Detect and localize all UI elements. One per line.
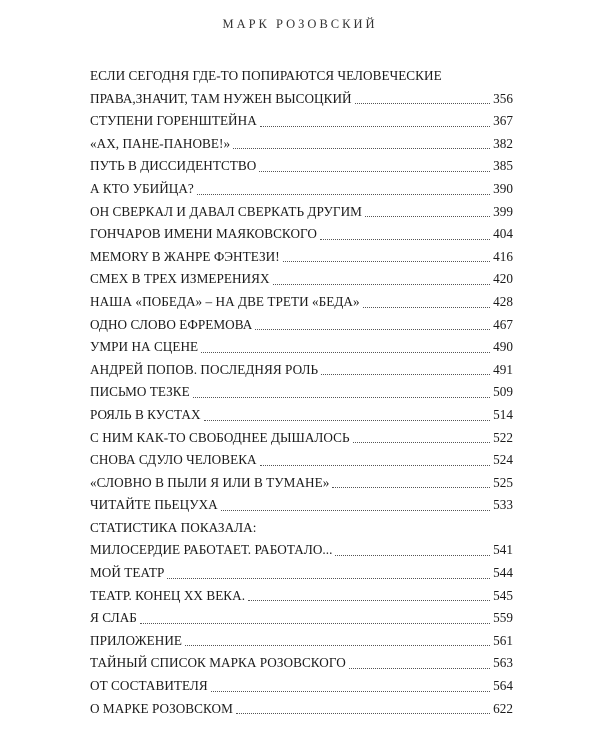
dot-leader (140, 623, 490, 624)
toc-entry-page-number: 563 (493, 655, 513, 671)
dot-leader (355, 103, 490, 104)
toc-entry (90, 652, 513, 675)
toc-group (90, 88, 513, 517)
dot-leader (204, 420, 490, 421)
toc-entry-page-number: 514 (493, 406, 513, 422)
toc-entry-title: А КТО УБИЙЦА? (90, 180, 194, 196)
toc-entry-title: РОЯЛЬ В КУСТАХ (90, 406, 201, 422)
toc-entry-page-number: 622 (493, 700, 513, 716)
toc-entry-title: ПРАВА,ЗНАЧИТ, ТАМ НУЖЕН ВЫСОЦКИЙ (90, 90, 352, 106)
toc-entry (90, 675, 513, 698)
dot-leader (260, 126, 490, 127)
toc-entry (90, 698, 513, 721)
toc-entry-title: О МАРКЕ РОЗОВСКОМ (90, 700, 233, 716)
toc-heading-line: СТАТИСТИКА ПОКАЗАЛА: (90, 519, 257, 535)
toc-entry-title: «АХ, ПАНЕ-ПАНОВЕ!» (90, 135, 231, 151)
toc-entry-title: ГОНЧАРОВ ИМЕНИ МАЯКОВСКОГО (90, 226, 317, 242)
toc-entry (90, 155, 513, 178)
toc-entry-page-number: 490 (493, 339, 513, 355)
toc-entry-title: ТАЙНЫЙ СПИСОК МАРКА РОЗОВСКОГО (90, 655, 346, 671)
toc-entry (90, 562, 513, 585)
toc-entry-page-number: 382 (493, 135, 513, 151)
toc-entry-page-number: 533 (493, 497, 513, 513)
toc-entry-page-number: 509 (493, 384, 513, 400)
toc-entry-title: СТУПЕНИ ГОРЕНШТЕЙНА (90, 113, 257, 129)
toc-entry-page-number: 524 (493, 452, 513, 468)
toc-entry-title: СНОВА СДУЛО ЧЕЛОВЕКА (90, 452, 257, 468)
dot-leader (193, 397, 490, 398)
toc-entry-title: ПУТЬ В ДИССИДЕНТСТВО (90, 158, 257, 174)
toc-entry (90, 539, 513, 562)
toc-entry (90, 585, 513, 608)
toc-entry-page-number: 420 (493, 271, 513, 287)
dot-leader (349, 668, 490, 669)
dot-leader (273, 284, 491, 285)
toc-entry-title: ЧИТАЙТЕ ПЬЕЦУХА (90, 497, 218, 513)
dot-leader (321, 374, 490, 375)
toc-entry (90, 427, 513, 450)
toc-entry (90, 449, 513, 472)
dot-leader (332, 487, 490, 488)
toc-entry-page-number: 545 (493, 587, 513, 603)
dot-leader (221, 510, 490, 511)
toc-entry-page-number: 356 (493, 90, 513, 106)
toc-entry-title: MEMORY В ЖАНРЕ ФЭНТЕЗИ! (90, 248, 280, 264)
dot-leader (259, 171, 490, 172)
toc-entry (90, 607, 513, 630)
toc-entry-page-number: 467 (493, 316, 513, 332)
toc-entry (90, 630, 513, 653)
toc-entry-page-number: 541 (493, 542, 513, 558)
dot-leader (185, 645, 490, 646)
toc-entry-title: АНДРЕЙ ПОПОВ. ПОСЛЕДНЯЯ РОЛЬ (90, 361, 319, 377)
dot-leader (335, 555, 490, 556)
dot-leader (167, 578, 490, 579)
toc-entry-page-number: 390 (493, 180, 513, 196)
toc-entry (90, 223, 513, 246)
toc-entry-title: ОТ СОСТАВИТЕЛЯ (90, 678, 208, 694)
toc-entry (90, 291, 513, 314)
toc-entry-title: «СЛОВНО В ПЫЛИ Я ИЛИ В ТУМАНЕ» (90, 474, 330, 490)
toc-entry-title: ОДНО СЛОВО ЕФРЕМОВА (90, 316, 253, 332)
dot-leader (283, 261, 490, 262)
toc-entry (90, 404, 513, 427)
toc-entry (90, 246, 513, 269)
toc-entry-title: Я СЛАБ (90, 610, 137, 626)
toc-entry (90, 88, 513, 111)
toc-entry (90, 314, 513, 337)
toc-group (90, 539, 513, 720)
dot-leader (197, 194, 490, 195)
toc-heading-line: ЕСЛИ СЕГОДНЯ ГДЕ-ТО ПОПИРАЮТСЯ ЧЕЛОВЕЧЕСКИЕ (90, 68, 442, 83)
toc-entry-page-number: 367 (493, 113, 513, 129)
toc-entry-page-number: 564 (493, 678, 513, 694)
toc-entry-page-number: 416 (493, 248, 513, 264)
toc-entry-page-number: 399 (493, 203, 513, 219)
toc-entry-page-number: 491 (493, 361, 513, 377)
toc-entry-page-number: 428 (493, 293, 513, 309)
toc-entry-title: ТЕАТР. КОНЕЦ XX ВЕКА. (90, 587, 246, 603)
toc-entry-title: ПИСЬМО ТЕЗКЕ (90, 384, 190, 400)
toc-entry (90, 110, 513, 133)
toc-entry (90, 494, 513, 517)
dot-leader (236, 713, 490, 714)
toc-entry (90, 336, 513, 359)
toc-entry (90, 268, 513, 291)
toc-entry-page-number: 385 (493, 158, 513, 174)
dot-leader (320, 239, 490, 240)
toc-entry-title: ОН СВЕРКАЛ И ДАВАЛ СВЕРКАТЬ ДРУГИМ (90, 203, 362, 219)
dot-leader (201, 352, 490, 353)
toc-entry-page-number: 522 (493, 429, 513, 445)
dot-leader (233, 148, 490, 149)
dot-leader (365, 216, 490, 217)
toc-entry-page-number: 525 (493, 474, 513, 490)
dot-leader (363, 307, 490, 308)
toc-entry-title: УМРИ НА СЦЕНЕ (90, 339, 199, 355)
toc-entry (90, 201, 513, 224)
toc-entry-page-number: 404 (493, 226, 513, 242)
toc-entry (90, 359, 513, 382)
toc-entry-page-number: 544 (493, 565, 513, 581)
dot-leader (255, 329, 490, 330)
dot-leader (260, 465, 490, 466)
toc-entry (90, 178, 513, 201)
toc-entry-title: С НИМ КАК-ТО СВОБОДНЕЕ ДЫШАЛОСЬ (90, 429, 350, 445)
toc-entry-page-number: 559 (493, 610, 513, 626)
dot-leader (353, 442, 490, 443)
dot-leader (248, 600, 490, 601)
dot-leader (211, 691, 490, 692)
toc-entry-title: МИЛОСЕРДИЕ РАБОТАЕТ. РАБОТАЛО... (90, 542, 333, 558)
toc-entry-page-number: 561 (493, 632, 513, 648)
table-of-contents (90, 65, 513, 720)
toc-entry-title: МОЙ ТЕАТР (90, 565, 165, 581)
running-head: МАРК РОЗОВСКИЙ (222, 17, 378, 31)
toc-entry-title: ПРИЛОЖЕНИЕ (90, 632, 182, 648)
toc-entry (90, 381, 513, 404)
toc-entry-title: СМЕХ В ТРЕХ ИЗМЕРЕНИЯХ (90, 271, 270, 287)
toc-entry (90, 133, 513, 156)
toc-entry-title: НАША «ПОБЕДА» – НА ДВЕ ТРЕТИ «БЕДА» (90, 293, 360, 309)
toc-entry (90, 472, 513, 495)
